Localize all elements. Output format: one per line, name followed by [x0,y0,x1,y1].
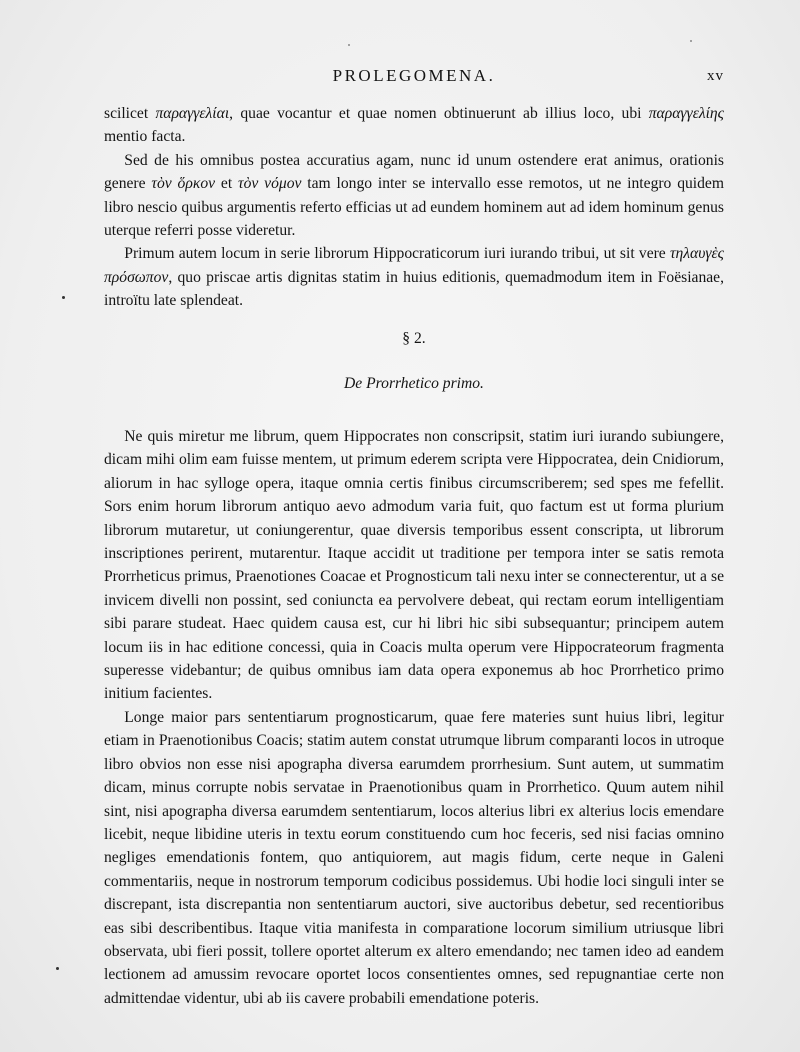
text-run: Ne quis miretur me librum, quem Hippocrates non conscripsit, statim iuri iurando subiungere, dicam mihi olim eam fuisse mentem, ut primum ederem scripta vere Hippocratea, dein Cnidiorum, aliorum in hac sylloge opera, itaque omnia certis finibus circumscriberem; sed spes me fefellit. Sors enim horum librorum antiquo aevo admodum varia fuit, quo factum est ut forma plurium librorum mutaretur, ut coniungerentur, quae diversis temporibus essent conscripta, ut librorum inscriptiones perirent, mutarentur. Itaque accidit ut traditione per tempora inter se satis remota Prorrheticus primus, Praenotiones Coacae et Prognosticum tali nexu inter se connecterentur, ut a se invicem divelli non possint, sed coniuncta ea pervolvere debeat, qui rectam eorum intelligentiam sibi parare studeat. Haec quidem causa est, cur hi libri hic sibi subsequantur; principem autem locum iis in hac editione concessi, quia in Coacis multa operum vere Hippocrateorum fragmenta superesse videbantur; de quibus omnibus iam data opera exponemus ab hoc Prorrhetico primo initium facientes. [104,428,724,703]
paper-speck [348,44,350,46]
paragraph [104,242,724,312]
text-run: , quo priscae artis dignitas statim in huius editionis, quemadmodum item in Foësianae, introïtu late splendeat. [104,268,724,310]
greek-phrase: παραγγελίαι [155,105,230,122]
paragraph [104,102,724,149]
paper-speck [56,967,59,970]
paragraph [104,149,724,243]
paper-speck [690,40,692,42]
text-run: Longe maior pars sententiarum prognosticarum, quae fere materies sunt huius libri, legitur etiam in Praenotionibus Coacis; statim autem constat utrumque librum comparanti locos in utroque libro obvios non esse nisi apographa diversa earumdem prorrhesium. Sunt autem, ut summatim dicam, minus corrupte nobis servatae in Praenotionibus quam in Prorrhetico. Quum autem nihil sint, nisi apographa diversa earumdem sententiarum, locos alterius libri ex alterius locis emendare licebit, neque libidine uteris in textu eorum constituendo cum hoc feceris, sed nisi facias omnino negliges emendationis fontem, quo antiquiorem, aut magis fidum, certe neque in Galeni commentariis, neque in nostrorum temporum codicibus possidemus. Ubi hodie loci singuli inter se discrepant, ista discrepantia non sententiarum auctori, sive auctoribus debetur, sed recentioribus eas sibi describentibus. Itaque vitia manifesta in comparatione locorum similium utriusque libri observata, ubi fieri possit, tollere oportet alterum ex altero emendando; nec tamen ideo ad eandem lectionem ad amussim revocare oportet locos consentientes omnes, sed repugnantiae certe non admittendae videntur, ubi ab iis cavere probabili emendatione poteris. [104,708,724,1007]
section-heading: De Prorrhetico primo. [344,375,484,392]
paragraph [104,706,724,1010]
page-number: xv [707,68,724,84]
section-number: § 2. [402,330,426,347]
intro-text-block [104,102,724,313]
paper-speck [62,296,65,299]
text-run: Sed de his omnibus postea accuratius agam, nunc id unum ostendere erat animus, orationis genere [104,151,724,193]
text-run: Primum autem locum in serie librorum Hippocraticorum iuri iurando tribui, ut sit vere [124,245,670,263]
greek-phrase: τὸν νόμον [238,175,302,193]
text-run: mentio facta. [104,128,186,146]
text-run: et [215,175,239,193]
text-run: tam longo inter se intervallo esse remotos, ut ne integro quidem libro nescio quibus argumentis referto efficias ut ad eundem hominem aut ad idem hominum genus uterque referri posse videretur. [104,175,724,240]
running-title: PROLEGOMENA. [332,66,496,85]
greek-phrase: τηλαυγὲς πρόσωπον [104,245,724,286]
greek-phrase: παραγγελίης [648,105,725,122]
text-run: , quae vocantur et quae nomen obtinuerunt ab illius loco, ubi [229,105,649,122]
section-body-text-block [104,425,724,1010]
running-header [104,66,724,90]
greek-phrase: τὸν ὅρκον [151,175,216,193]
text-run: scilicet [104,105,156,122]
paragraph [104,425,724,706]
